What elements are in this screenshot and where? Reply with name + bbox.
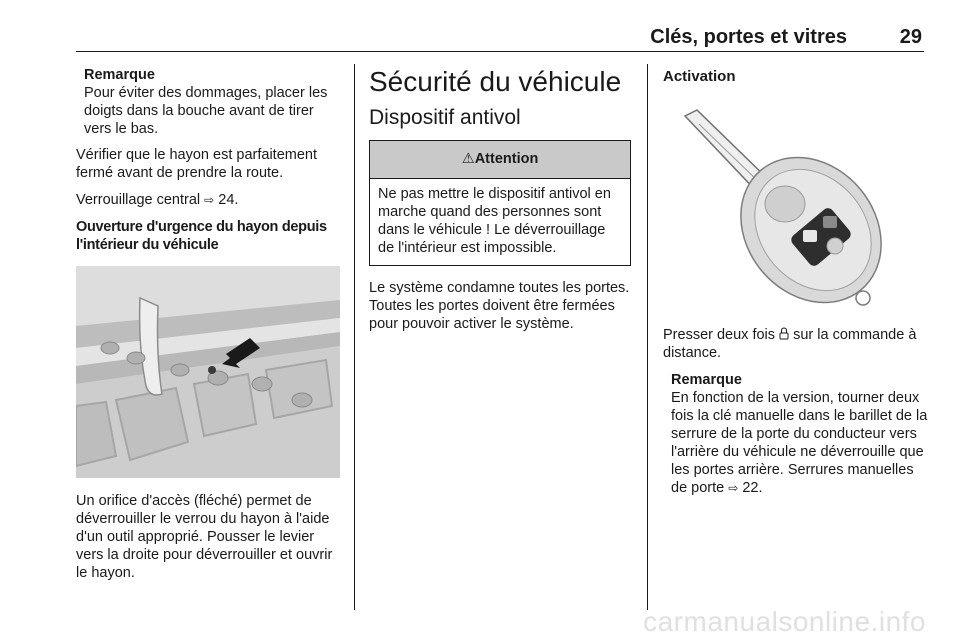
header-divider [76,51,924,52]
note-body: En fonction de la version, tourner deux fois la clé manuelle dans le barillet de la serrure de la porte du conducteur vers l'arrière du véhicule ne déverrouille que les portes arrière. Serrures manuelles de porte [671,390,928,496]
section-subheading: Dispositif antivol [369,106,521,129]
note-text [671,389,928,497]
column-middle [369,66,631,342]
tailgate-interior-illustration [76,266,340,478]
paragraph-end: sur la commande à distance. [663,327,917,361]
section-subheading: Activation [663,68,736,85]
warning-header [370,141,630,179]
paragraph [663,326,928,362]
column-divider [647,64,648,610]
reference-page: 22. [742,480,763,496]
note-text: Pour éviter des dommages, placer les doigts dans la bouche avant de tirer vers le bas. [84,85,328,137]
warning-box [369,140,631,266]
paragraph-start: Presser deux fois [663,327,776,343]
reference-text: Verrouillage central [76,192,201,208]
section-heading: Sécurité du véhicule [369,66,622,97]
section-subheading: Ouverture d'urgence du hayon depuis l'intérieur du véhicule [76,219,327,253]
remote-key-illustration [663,96,927,312]
note-title: Remarque [84,67,155,83]
header-title: Clés, portes et vitres [650,26,847,48]
warning-icon: ⚠ [461,151,475,167]
lock-icon [779,327,789,340]
watermark: carmanualsonline.info [643,606,926,637]
column-divider [354,64,355,610]
page-number: 29 [899,26,922,48]
warning-title: Attention [474,151,539,167]
figure-caption: Un orifice d'accès (fléché) permet de déverrouiller le verrou du hayon à l'aide d'un outil approprié. Pousser le levier vers la droite pour déverrouiller et ouvrir le hayon. [76,493,333,581]
cross-reference [76,191,342,209]
column-right [663,66,928,505]
column-left [76,66,342,591]
ref-arrow-icon: ⇨ [204,193,215,207]
note-block [663,371,928,497]
note-block [76,66,342,138]
paragraph: Le système condamne toutes les portes. Toutes les portes doivent être fermées pour pouvoir activer le système. [369,280,630,332]
reference-page: 24. [218,192,239,208]
paragraph: Vérifier que le hayon est parfaitement fermé avant de prendre la route. [76,147,317,181]
note-title: Remarque [671,372,742,388]
ref-arrow-icon: ⇨ [728,481,739,495]
warning-text: Ne pas mettre le dispositif antivol en marche quand des personnes sont dans le véhicule ! Le déverrouillage de l'intérieur est impossible. [378,186,611,256]
